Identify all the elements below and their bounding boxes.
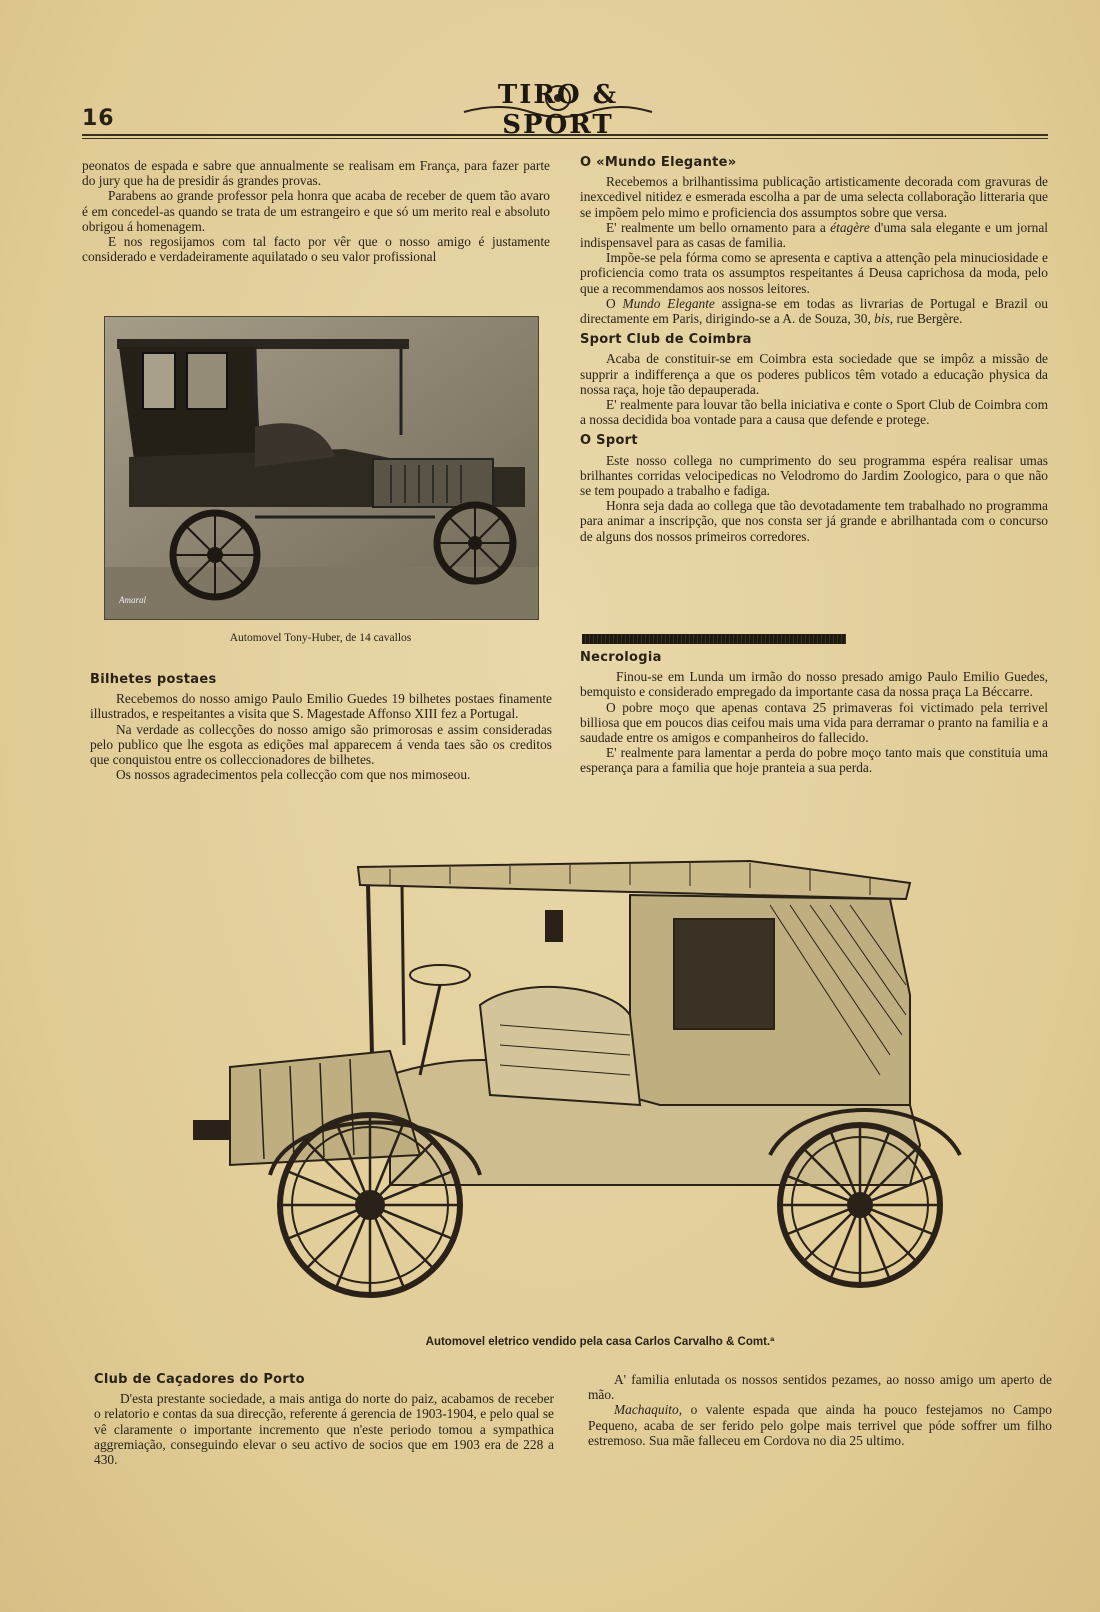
photo-signature: Amaral: [119, 595, 146, 605]
etching-caption: Automovel eletrico vendido pela casa Carlos Carvalho & Comt.ª: [425, 1336, 775, 1348]
electric-car-etching: [190, 855, 985, 1332]
electric-car-illustration: [190, 855, 985, 1332]
paragraph: Acaba de constituir-se em Coimbra esta sociedade que se impôz a missão de supprir a indifferença a que os poderes publicos têm votado a educação physica da nossa raça, hoje tão depauperada.: [580, 351, 1048, 397]
right-column: [580, 155, 1048, 544]
masthead-title: TIRO & SPORT: [497, 80, 619, 140]
paragraph: Finou-se em Lunda um irmão do nosso presado amigo Paulo Emilio Guedes, bemquisto e considerado empregado da importante casa da nossa praça La Béccarre.: [580, 669, 1048, 700]
paragraph: E nos regosijamos com tal facto por vêr que o nosso amigo é justamente considerado e verdadeiramente aquilatado o seu valor profissional: [82, 234, 550, 265]
paragraph: Os nossos agradecimentos pela collecção com que nos mimoseou.: [116, 767, 471, 783]
section-heading: O Sport: [580, 433, 638, 449]
paragraph: Este nosso collega no cumprimento do seu programma espéra realisar umas brilhantes corridas velocipedicas no Velodromo do Jardim Zoologico, para o que não se tem poupado a trabalho e fadiga.: [580, 452, 1048, 499]
paragraph: Na verdade as collecções do nosso amigo são primorosas e assim consideradas pelo publico que lhe esgota as edições mal apparecem á venda taes são os creditos que conquistou entre os colleccionadores de bilhetes.: [90, 721, 552, 768]
bottom-right-column: [588, 1372, 1052, 1448]
masthead-logo: [460, 76, 656, 140]
page-number: 16: [82, 106, 115, 131]
section-heading: O «Mundo Elegante»: [580, 155, 737, 170]
paragraph: Impõe-se pela fórma como se apresenta e captiva a attenção pela minuciosidade e proficiencia como trata os assumptos respeitantes á Deusa caprichosa da moda, pelo que a recommendamos aos nossos leitores.: [580, 250, 1048, 296]
paragraph: Recebemos do nosso amigo Paulo Emilio Guedes 19 bilhetes postaes finamente illustrados, e respeitantes a visita que S. Magestade Affonso XIII fez a Portugal.: [90, 691, 552, 722]
paragraph: D'esta prestante sociedade, a mais antiga do norte do paiz, acabamos de receber o relatorio e contas da sua direcção, referente á gerencia de 1903-1904, e pelo qual se vê claramente o importante incremento que n'este periodo tomou a sympathica aggremiação, conseguindo elevar o seu activo de socios que em 1903 era de 228 a 430.: [94, 1391, 554, 1468]
paragraph: O Mundo Elegante assigna-se em todas as livrarias de Portugal e Brazil ou directamente em Paris, dirigindo-se a A. de Souza, 30, bis, rue Bergère.: [580, 295, 1048, 327]
tony-huber-car-image: [105, 317, 538, 619]
top-rule-thin: [82, 138, 1048, 139]
paragraph: Recebemos a brilhantissima publicação artisticamente decorada com gravuras de inexcedivel nitidez e esmerada escolha a par de uma selecta collaboração litteraria que se impõem pelo mimo e proficiencia dos assumptos sobre que versa.: [580, 174, 1048, 220]
paragraph: O pobre moço que apenas contava 25 primaveras foi victimado pela terrivel billiosa que em poucos dias ceifou mais uma vida para derramar o pranto na familia e a saudade entre os amigos e companheiros do fallecido.: [580, 699, 1048, 746]
section-heading: Sport Club de Coimbra: [580, 332, 752, 348]
section-divider-bar: [582, 634, 846, 644]
etching-rear-wheel: [780, 1125, 940, 1285]
left-column-bilhetes: [90, 666, 552, 782]
section-heading: Necrologia: [580, 650, 662, 665]
left-column-top: [82, 158, 550, 264]
car-photo: [104, 316, 539, 620]
paragraph: E' realmente para lamentar a perda do pobre moço tanto mais que constituia uma esperança para a familia que hoje pranteia a sua perda.: [580, 745, 1048, 776]
paragraph: E' realmente para louvar tão bella iniciativa e conte o Sport Club de Coimbra com a nossa decidida boa vontade para a causa que defende e protege.: [580, 397, 1048, 428]
paragraph: Machaquito, o valente espada que ainda ha pouco festejamos no Campo Pequeno, acaba de ser ferido pelo golpe mais terrivel que póde soffrer um filho estremoso. Sua mãe falleceu em Cordova no dia 25 ultimo.: [588, 1402, 1052, 1448]
etching-front-wheel: [280, 1115, 460, 1295]
photo-caption: Automovel Tony-Huber, de 14 cavallos: [229, 632, 412, 644]
bottom-left-column: [94, 1372, 554, 1467]
section-heading: Club de Caçadores do Porto: [94, 1372, 305, 1387]
top-rule: [82, 134, 1048, 136]
paragraph: peonatos de espada e sabre que annualmente se realisam em França, para fazer parte do jury que ha de presidir ás grandes provas.: [82, 158, 550, 189]
paragraph: Honra seja dada ao collega que tão devotadamente tem trabalhado no programma para animar a inscripção, que nos consta ser já grande e abrilhantada com o concurso de alguns dos nossos primeiros corredores.: [580, 498, 1048, 544]
paragraph: Parabens ao grande professor pela honra que acaba de receber de quem tão avaro é em concedel-as quando se trata de um estrangeiro e que só um merito real e absoluto obrigou á homenagem.: [82, 188, 550, 234]
paragraph: E' realmente um bello ornamento para a étagère d'uma sala elegante e um jornal indispensavel para as casas de familia.: [580, 219, 1048, 251]
rear-wheel: [173, 513, 257, 597]
section-heading: Bilhetes postaes: [90, 672, 217, 687]
front-wheel: [437, 505, 513, 581]
paragraph: A' familia enlutada os nossos sentidos pezames, ao nosso amigo um aperto de mão.: [588, 1372, 1052, 1403]
right-column-necrologia: [580, 650, 1048, 776]
